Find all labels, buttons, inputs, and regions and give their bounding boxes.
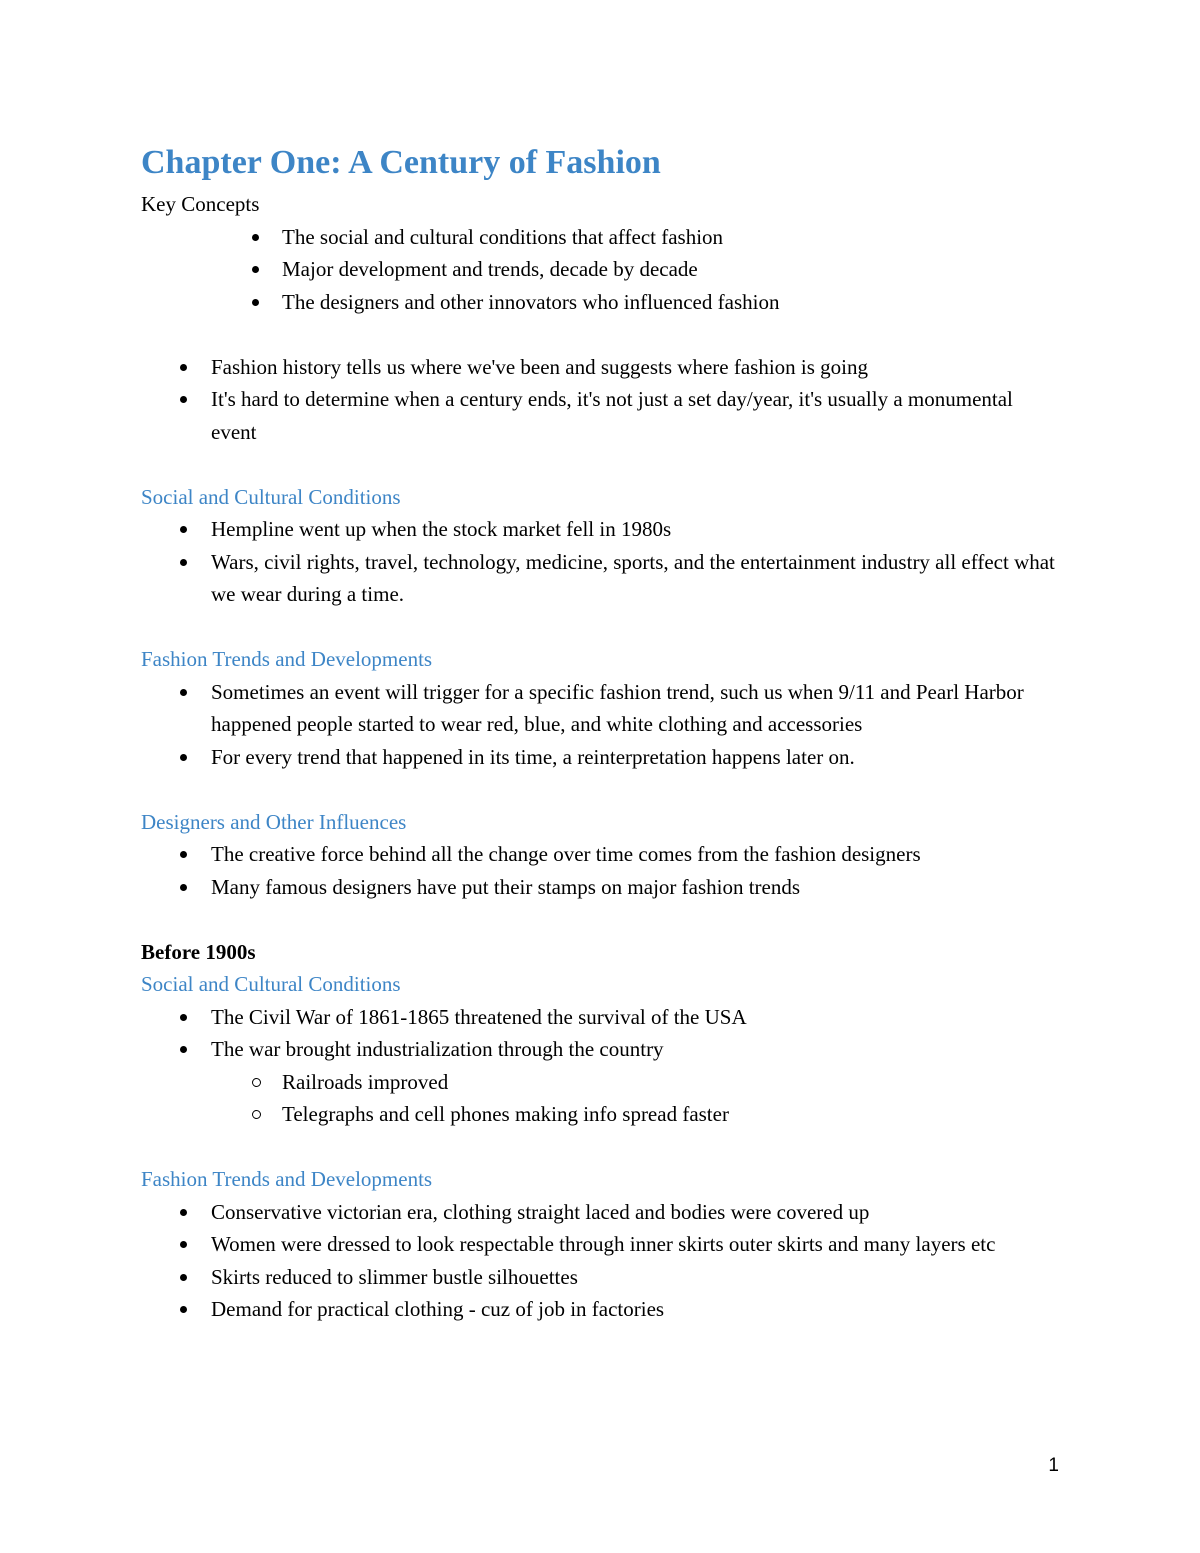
section-heading-designers: Designers and Other Influences [141,809,407,834]
hollow-bullet-icon [252,1110,261,1119]
designers-list [141,838,1061,903]
list-item-text: Fashion history tells us where we've been and suggests where fashion is going [211,354,868,379]
list-item-text: For every trend that happened in its time, a reinterpretation happens later on. [211,744,855,769]
list-item-text: Skirts reduced to slimmer bustle silhouettes [211,1264,578,1289]
bullet-icon [180,689,187,696]
list-item-text: The war brought industrialization through the country [211,1037,664,1061]
spacer [141,903,1061,936]
list-item [141,1196,1061,1229]
page-number: 1 [1048,1455,1059,1476]
list-item-text: Hempline went up when the stock market fell in 1980s [211,517,672,541]
bullet-icon [180,1209,187,1216]
list-item [141,1228,1061,1261]
bullet-icon [180,559,187,566]
list-item-text: Many famous designers have put their stamps on major fashion trends [211,874,801,899]
key-concepts-label: Key Concepts [141,192,260,216]
list-item-text: The Civil War of 1861-1865 threatened the survival of the USA [211,1004,747,1029]
list-item-text: It's hard to determine when a century ends, it's not just a set day/year, it's usually a monumental event [211,387,1013,444]
list-item [141,221,1061,254]
list-item-text: Demand for practical clothing - cuz of job in factories [211,1297,665,1321]
spacer [141,1131,1061,1164]
spacer [141,318,1061,351]
list-item-text: Women were dressed to look respectable through inner skirts outer skirts and many layers etc [211,1232,996,1256]
list-item-text: Sometimes an event will trigger for a specific fashion trend, such us when 9/11 and Pearl Harbor happened people started to wear red, blue, and white clothing and accessories [211,679,1024,736]
list-item-text: Telegraphs and cell phones making info spread faster [282,1102,729,1126]
era-trends-list [141,1196,1061,1326]
list-item [141,1066,1061,1099]
list-item [141,838,1061,871]
list-item-text: Railroads improved [282,1069,449,1094]
hollow-bullet-icon [252,1078,261,1087]
list-item-text: The creative force behind all the change over time comes from the fashion designers [211,842,921,866]
trends-list [141,676,1061,774]
list-item [141,1261,1061,1294]
list-item [141,1293,1061,1326]
bullet-icon [180,364,187,371]
list-item [141,253,1061,286]
key-concepts-list [141,221,1061,319]
list-item-text: The designers and other innovators who influenced fashion [282,289,780,314]
section-heading-trends: Fashion Trends and Developments [141,647,433,671]
bullet-icon [180,1046,187,1053]
bullet-icon [252,266,259,273]
list-item [141,513,1061,546]
bullet-icon [252,299,259,306]
bullet-icon [180,1014,187,1021]
era-title: Before 1900s [141,939,256,964]
bullet-icon [180,1274,187,1281]
list-item-text: Conservative victorian era, clothing straight laced and bodies were covered up [211,1199,870,1224]
list-item [141,741,1061,774]
bullet-icon [180,396,187,403]
chapter-title: Chapter One: A Century of Fashion [141,144,661,181]
list-item [141,1001,1061,1034]
bullet-icon [180,754,187,761]
spacer [141,448,1061,481]
era-social-list [141,1001,1061,1066]
bullet-icon [180,1306,187,1313]
page-content [141,140,1061,1326]
list-item [141,676,1061,741]
intro-list [141,351,1061,449]
spacer [141,773,1061,806]
bullet-icon [180,851,187,858]
list-item [141,546,1061,611]
era-social-sublist [141,1066,1061,1131]
bullet-icon [180,884,187,891]
section-heading-social: Social and Cultural Conditions [141,484,401,509]
era-social-heading: Social and Cultural Conditions [141,972,401,996]
bullet-icon [252,234,259,241]
list-item [141,286,1061,319]
list-item-text: Major development and trends, decade by decade [282,257,698,281]
list-item [141,871,1061,904]
list-item [141,1033,1061,1066]
list-item [141,351,1061,384]
list-item-text: Wars, civil rights, travel, technology, medicine, sports, and the entertainment industry all effect what we wear during a time. [211,549,1055,606]
spacer [141,611,1061,644]
bullet-icon [180,526,187,533]
social-list [141,513,1061,611]
era-trends-heading: Fashion Trends and Developments [141,1167,433,1191]
bullet-icon [180,1241,187,1248]
list-item [141,1098,1061,1131]
list-item [141,383,1061,448]
list-item-text: The social and cultural conditions that affect fashion [282,224,724,249]
